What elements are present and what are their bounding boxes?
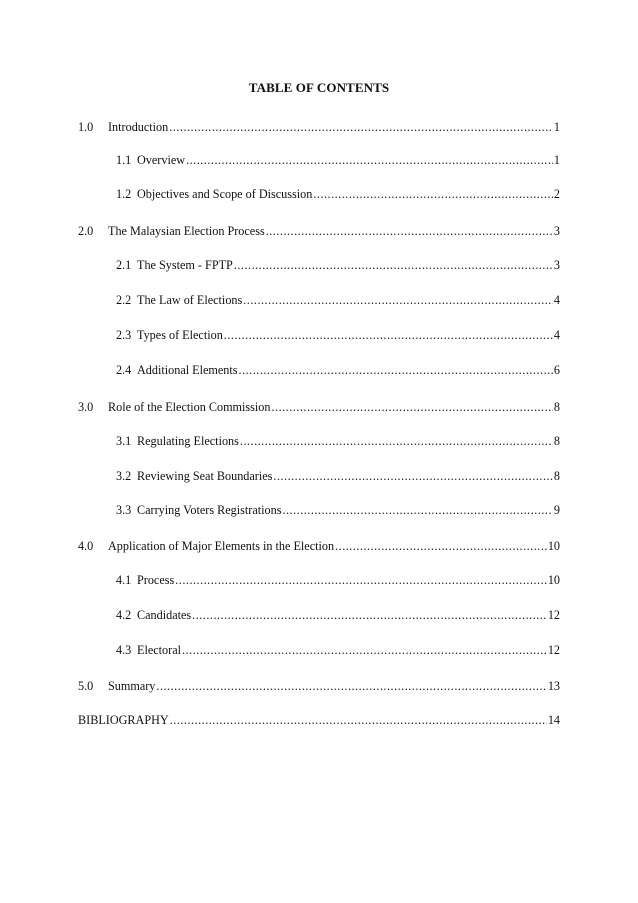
dot-leader — [243, 292, 553, 308]
dot-leader — [234, 257, 553, 273]
entry-page-number: 2 — [553, 187, 560, 201]
entry-label: Summary — [108, 679, 156, 693]
entry-label: Role of the Election Commission — [108, 400, 271, 414]
toc-entry-regulating-elections[interactable] — [116, 431, 560, 449]
entry-label: Overview — [137, 153, 186, 167]
dot-leader — [170, 712, 547, 728]
entry-page-number: 10 — [547, 573, 560, 587]
entry-page-number: 4 — [553, 293, 560, 307]
toc-entry-introduction[interactable] — [78, 117, 560, 135]
dot-leader — [175, 572, 547, 588]
entry-page-number: 10 — [547, 539, 560, 553]
toc-entry-law-of-elections[interactable] — [116, 290, 560, 308]
toc-entry-summary[interactable] — [78, 676, 560, 694]
entry-page-number: 3 — [553, 258, 560, 272]
toc-entry-overview[interactable] — [116, 150, 560, 168]
entry-page-number: 13 — [547, 679, 560, 693]
entry-number: 4.3 — [116, 643, 132, 657]
toc-entry-application-major-elements[interactable] — [78, 536, 560, 554]
toc-entry-additional-elements[interactable] — [116, 360, 560, 378]
dot-leader — [335, 538, 547, 554]
entry-label: Application of Major Elements in the Election — [108, 539, 335, 553]
dot-leader — [169, 119, 553, 135]
entry-label: Regulating Elections — [137, 434, 239, 448]
entry-page-number: 6 — [553, 363, 560, 377]
dot-leader — [182, 642, 547, 658]
entry-label: Types of Election — [137, 328, 223, 342]
entry-page-number: 9 — [553, 503, 560, 517]
entry-label: Objectives and Scope of Discussion — [137, 187, 313, 201]
entry-number: 3.1 — [116, 434, 132, 448]
entry-number: 5.0 — [78, 679, 94, 693]
entry-page-number: 3 — [553, 224, 560, 238]
dot-leader — [239, 362, 553, 378]
entry-label: The Law of Elections — [137, 293, 243, 307]
dot-leader — [313, 186, 553, 202]
entry-label: Process — [137, 573, 175, 587]
toc-entry-types-of-election[interactable] — [116, 325, 560, 343]
toc-entry-election-commission[interactable] — [78, 397, 560, 415]
toc-entry-system-fptp[interactable] — [116, 255, 560, 273]
dot-leader — [240, 433, 553, 449]
entry-page-number: 8 — [553, 400, 560, 414]
entry-number: 1.1 — [116, 153, 132, 167]
entry-number: 2.3 — [116, 328, 132, 342]
toc-entry-process[interactable] — [116, 570, 560, 588]
toc-entry-malaysian-election-process[interactable] — [78, 221, 560, 239]
toc-entry-reviewing-seat-boundaries[interactable] — [116, 466, 560, 484]
toc-title: TABLE OF CONTENTS — [248, 80, 390, 95]
entry-page-number: 8 — [553, 434, 560, 448]
toc-entry-bibliography[interactable] — [78, 710, 560, 728]
entry-page-number: 8 — [553, 469, 560, 483]
entry-number: 3.0 — [78, 400, 94, 414]
dot-leader — [156, 678, 546, 694]
entry-label: Additional Elements — [137, 363, 238, 377]
entry-number: 4.1 — [116, 573, 132, 587]
toc-entry-objectives-and-scope[interactable] — [116, 184, 560, 202]
entry-number: 3.3 — [116, 503, 132, 517]
dot-leader — [273, 468, 553, 484]
entry-number: 4.2 — [116, 608, 132, 622]
dot-leader — [271, 399, 552, 415]
entry-number: 2.4 — [116, 363, 132, 377]
entry-number: 2.1 — [116, 258, 132, 272]
entry-number: 4.0 — [78, 539, 94, 553]
dot-leader — [266, 223, 553, 239]
dot-leader — [192, 607, 547, 623]
entry-number: 2.2 — [116, 293, 132, 307]
entry-page-number: 1 — [553, 120, 560, 134]
dot-leader — [186, 152, 553, 168]
entry-label: Candidates — [137, 608, 192, 622]
entry-label: The System - FPTP — [137, 258, 233, 272]
entry-number: 3.2 — [116, 469, 132, 483]
toc-entry-candidates[interactable] — [116, 605, 560, 623]
entry-page-number: 4 — [553, 328, 560, 342]
toc-entry-electoral[interactable] — [116, 640, 560, 658]
entry-page-number: 12 — [547, 643, 560, 657]
entry-label: Introduction — [108, 120, 169, 134]
entry-page-number: 12 — [547, 608, 560, 622]
entry-number: 1.0 — [78, 120, 94, 134]
entry-label: Carrying Voters Registrations — [137, 503, 282, 517]
entry-page-number: 1 — [553, 153, 560, 167]
entry-page-number: 14 — [547, 713, 560, 727]
entry-label: Reviewing Seat Boundaries — [137, 469, 273, 483]
entry-label: BIBLIOGRAPHY — [78, 713, 169, 727]
entry-label: The Malaysian Election Process — [108, 224, 265, 238]
dot-leader — [224, 327, 553, 343]
toc-entry-voters-registrations[interactable] — [116, 500, 560, 518]
dot-leader — [282, 502, 552, 518]
entry-number: 2.0 — [78, 224, 94, 238]
entry-label: Electoral — [137, 643, 181, 657]
entry-number: 1.2 — [116, 187, 132, 201]
